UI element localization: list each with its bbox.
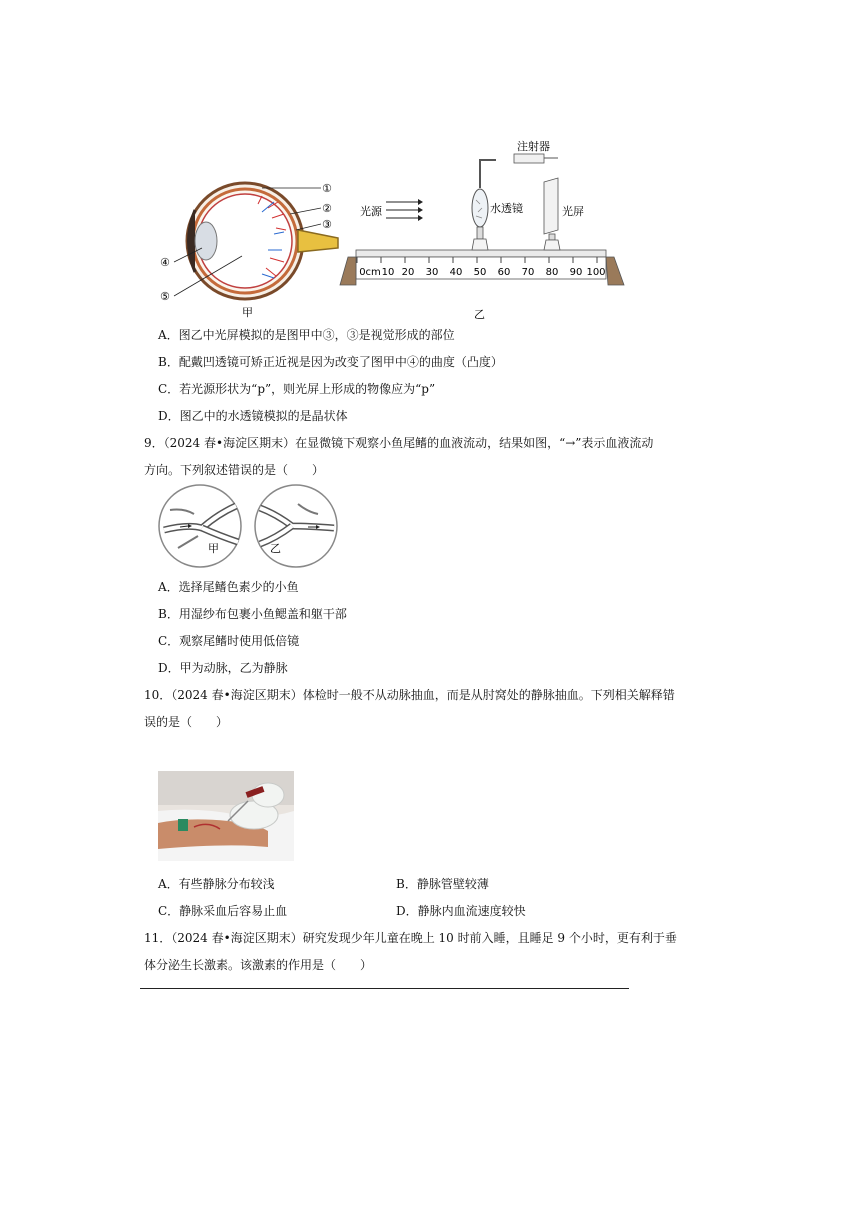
q11-stem-line2: 体分泌生长激素。该激素的作用是（ ）: [144, 958, 373, 972]
vessel-view-yi: [255, 485, 337, 567]
q8-option-a: A．图乙中光屏模拟的是图甲中③，③是视觉形成的部位: [158, 328, 455, 342]
water-lens-label: 水透镜: [490, 202, 523, 215]
bench-caption: 乙: [474, 308, 485, 320]
ruler-tick-100: 100: [586, 267, 606, 278]
q9-option-a: A．选择尾鳍色素少的小鱼: [158, 580, 299, 594]
q9-option-b: B．用湿纱布包裹小鱼鳃盖和躯干部: [158, 607, 347, 621]
q10-option-b: B．静脉管壁较薄: [396, 877, 489, 891]
ruler-tick-90: 90: [569, 267, 583, 278]
optical-bench: [340, 154, 624, 285]
q9-caption-yi: 乙: [270, 542, 281, 555]
q9-stem-line2: 方向。下列叙述错误的是（ ）: [144, 463, 325, 477]
ruler-tick-20: 20: [401, 267, 415, 278]
q11-stem-line1: 11．（2024 春•海淀区期末）研究发现少年儿童在晚上 10 时前入睡，且睡足 9 个小时，更有利于垂: [144, 931, 677, 945]
eye-diagram: [174, 183, 338, 299]
ruler-tick-70: 70: [521, 267, 535, 278]
vessel-view-jia: [159, 485, 241, 567]
q10-stem-line1: 10．（2024 春•海淀区期末）体检时一般不从动脉抽血，而是从肘窝处的静脉抽血。下列相关解释错: [144, 688, 675, 702]
eye-caption: 甲: [242, 306, 253, 319]
screen-label: 光屏: [562, 205, 584, 218]
ruler-tick-10: 10: [381, 267, 395, 278]
q10-stem-line2: 误的是（ ）: [144, 715, 229, 729]
light-source-label: 光源: [360, 205, 382, 218]
q9-option-d: D．甲为动脉，乙为静脉: [158, 661, 288, 675]
eye-marker-5: ⑤: [160, 290, 170, 303]
page-footer-rule: [140, 988, 629, 989]
ruler-tick-80: 80: [545, 267, 559, 278]
q9-option-c: C．观察尾鳍时使用低倍镜: [158, 634, 300, 648]
q9-stem-line1: 9．（2024 春•海淀区期末）在显微镜下观察小鱼尾鳍的血液流动，结果如图，“→”表示血液流动: [144, 436, 654, 450]
syringe-label: 注射器: [517, 140, 550, 153]
blood-draw-photo: [158, 771, 294, 861]
q10-option-d: D．静脉内血流速度较快: [396, 904, 526, 918]
eye-marker-4: ④: [160, 256, 170, 269]
q8-option-d: D．图乙中的水透镜模拟的是晶状体: [158, 409, 348, 423]
q10-option-c: C．静脉采血后容易止血: [158, 904, 288, 918]
ruler-tick-60: 60: [497, 267, 511, 278]
q9-figure: [158, 484, 342, 570]
q8-option-b: B．配戴凹透镜可矫正近视是因为改变了图甲中④的曲度（凸度）: [158, 355, 503, 369]
ruler-tick-30: 30: [425, 267, 439, 278]
ruler-tick-0: 0cm: [359, 267, 381, 278]
q8-option-c: C．若光源形状为“p”，则光屏上形成的物像应为“p”: [158, 382, 436, 396]
ruler-tick-50: 50: [473, 267, 487, 278]
q10-option-a: A．有些静脉分布较浅: [158, 877, 275, 891]
q9-caption-jia: 甲: [208, 542, 219, 555]
eye-marker-3: ③: [322, 218, 332, 231]
eye-marker-1: ①: [322, 182, 332, 195]
q8-figure: [150, 138, 640, 320]
eye-marker-2: ②: [322, 202, 332, 215]
ruler-tick-40: 40: [449, 267, 463, 278]
